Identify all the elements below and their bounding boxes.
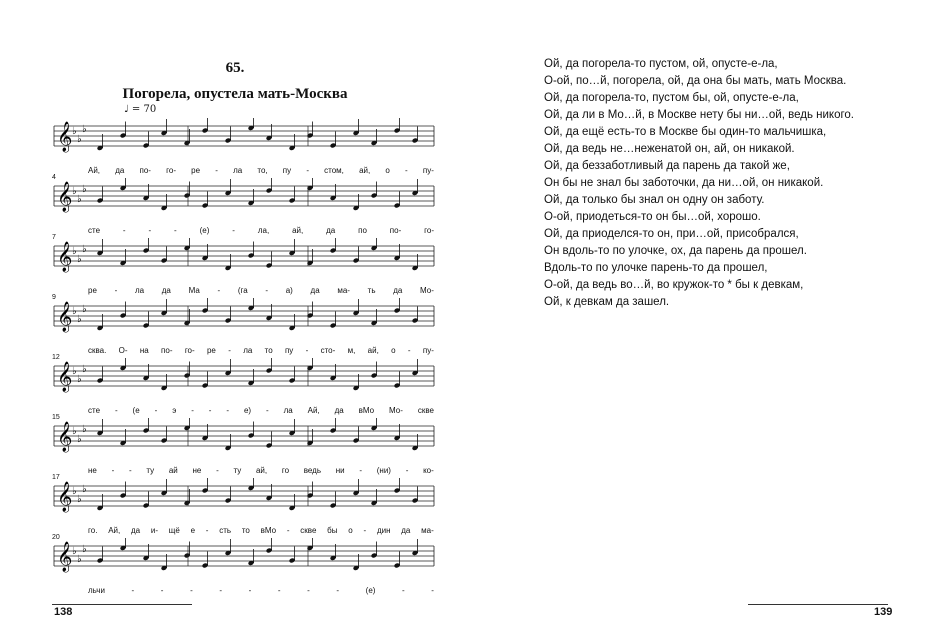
flat-icon: ♭ xyxy=(82,304,87,315)
lyric-syllable: (е) xyxy=(365,586,376,595)
staff xyxy=(48,418,438,464)
measure-number: 20 xyxy=(52,534,60,541)
lyric-syllable: ай xyxy=(168,466,178,475)
flat-icon: ♭ xyxy=(82,184,87,195)
flat-icon: ♭ xyxy=(82,124,87,135)
lyric-text-line: О-ой, приодеться-то он бы…ой, хорошо. xyxy=(544,211,761,223)
lyric-syllable: - xyxy=(305,346,309,355)
lyric-syllable: пу- xyxy=(422,166,434,175)
lyric-syllable: - xyxy=(148,226,152,235)
lyric-syllable: Ма xyxy=(188,286,200,295)
lyric-syllable: по- xyxy=(161,346,173,355)
lyric-syllable: ай, xyxy=(292,226,304,235)
lyric-syllable: - xyxy=(277,586,281,595)
lyric-syllable: то xyxy=(264,346,273,355)
lyric-syllable: (е xyxy=(132,406,140,415)
treble-clef-icon: 𝄞 xyxy=(57,362,73,392)
lyric-syllable: дин xyxy=(376,526,391,535)
score-lyric-line xyxy=(88,166,434,175)
lyric-syllable: ла, xyxy=(257,226,270,235)
flat-icon: ♭ xyxy=(72,186,77,197)
staff-system xyxy=(48,354,438,416)
lyric-syllable: - xyxy=(154,406,158,415)
score-lyric-line xyxy=(88,346,434,355)
lyric-syllable: ла xyxy=(233,166,243,175)
lyric-text-line: Ой, да ещё есть-то в Москве бы один-то мальчишка, xyxy=(544,126,827,138)
lyric-syllable: о xyxy=(385,166,390,175)
lyric-syllable: - xyxy=(336,586,340,595)
staff xyxy=(48,538,438,584)
flat-icon: ♭ xyxy=(82,364,87,375)
page-number-left: 138 xyxy=(54,606,73,618)
footer-rule xyxy=(52,604,192,605)
staff-system xyxy=(48,294,438,356)
flat-icon: ♭ xyxy=(77,134,82,145)
treble-clef-icon: 𝄞 xyxy=(57,422,73,452)
lyric-syllable: - xyxy=(114,406,118,415)
lyric-syllable: - xyxy=(208,406,212,415)
lyric-syllable: ла xyxy=(283,406,293,415)
lyric-syllable: пу xyxy=(284,346,294,355)
lyric-syllable: ни xyxy=(335,466,345,475)
lyric-syllable: и- xyxy=(150,526,159,535)
lyric-syllable: - xyxy=(431,586,434,595)
lyric-syllable: - xyxy=(205,526,209,535)
lyric-syllable: го- xyxy=(184,346,195,355)
lyric-syllable: ре xyxy=(191,166,201,175)
lyric-syllable: пу- xyxy=(422,346,434,355)
lyric-syllable: - xyxy=(174,226,177,235)
lyric-syllable: не xyxy=(88,466,97,475)
flat-icon: ♭ xyxy=(82,424,87,435)
lyric-text-line: Ой, да ли в Мо…й, в Москве нету бы ни…ой, ведь никого. xyxy=(544,109,854,121)
lyric-syllable: вМо xyxy=(358,406,375,415)
lyric-syllable: - xyxy=(405,466,409,475)
flat-icon: ♭ xyxy=(82,484,87,495)
song-title: Погорела, опустела мать-Москва xyxy=(122,86,348,102)
treble-clef-icon: 𝄞 xyxy=(57,182,73,212)
flat-icon: ♭ xyxy=(72,366,77,377)
flat-icon: ♭ xyxy=(82,244,87,255)
staff-system xyxy=(48,118,438,176)
lyric-syllable: скве xyxy=(300,526,317,535)
lyric-syllable: (е) xyxy=(199,226,210,235)
score-lyric-line xyxy=(88,406,434,415)
flat-icon: ♭ xyxy=(77,494,82,505)
lyric-syllable: ай, xyxy=(367,346,379,355)
measure-number: 4 xyxy=(52,174,56,181)
lyric-syllable: Мо- xyxy=(389,406,403,415)
score-lyric-line xyxy=(88,526,434,535)
lyric-syllable: да xyxy=(393,286,403,295)
lyric-syllable: - xyxy=(402,586,405,595)
lyric-syllable: сква. xyxy=(88,346,107,355)
lyric-syllable: - xyxy=(219,586,222,595)
lyric-syllable: по xyxy=(358,226,367,235)
lyric-syllable: ту xyxy=(146,466,155,475)
flat-icon: ♭ xyxy=(72,306,77,317)
lyric-syllable: ла xyxy=(243,346,253,355)
lyric-syllable: - xyxy=(226,406,230,415)
lyric-syllable: - xyxy=(265,286,269,295)
lyric-syllable: ма- xyxy=(421,526,434,535)
staff-system xyxy=(48,234,438,296)
lyric-syllable: - xyxy=(232,226,235,235)
lyric-syllable: пу xyxy=(282,166,292,175)
lyric-syllable: ть xyxy=(367,286,376,295)
lyric-syllable: да xyxy=(310,286,320,295)
score-lyric-line xyxy=(88,286,434,295)
tempo-marking: ♩ = 70 xyxy=(124,104,157,115)
lyric-syllable: - xyxy=(407,346,411,355)
lyric-syllable: на xyxy=(139,346,149,355)
treble-clef-icon: 𝄞 xyxy=(57,302,73,332)
lyric-syllable: да xyxy=(326,226,336,235)
lyric-syllable: - xyxy=(114,286,118,295)
staff-system xyxy=(48,534,438,596)
lyric-syllable: Мо- xyxy=(420,286,434,295)
music-score xyxy=(48,118,438,596)
lyric-syllable: да xyxy=(130,526,141,535)
staff xyxy=(48,118,438,164)
lyric-syllable: да xyxy=(161,286,171,295)
lyric-syllable: стом, xyxy=(324,166,344,175)
flat-icon: ♭ xyxy=(72,426,77,437)
lyric-syllable: ай, xyxy=(255,466,268,475)
flat-icon: ♭ xyxy=(82,544,87,555)
lyric-syllable: го- xyxy=(424,226,434,235)
lyric-text-line: Вдоль-то по улочке парень-то да прошел, xyxy=(544,262,768,274)
flat-icon: ♭ xyxy=(77,254,82,265)
lyric-syllable: - xyxy=(191,406,194,415)
lyric-syllable: - xyxy=(306,166,309,175)
lyric-syllable: скве xyxy=(417,406,434,415)
lyric-syllable: сто- xyxy=(320,346,336,355)
flat-icon: ♭ xyxy=(77,194,82,205)
lyric-syllable: Ай, xyxy=(88,166,101,175)
lyric-syllable: - xyxy=(228,346,231,355)
lyric-syllable: го- xyxy=(166,166,176,175)
lyric-syllable: не xyxy=(192,466,202,475)
measure-number: 17 xyxy=(52,474,60,481)
lyric-syllable: ведь xyxy=(303,466,322,475)
lyric-syllable: е xyxy=(190,526,196,535)
lyric-syllable: - xyxy=(216,466,219,475)
score-lyric-line xyxy=(88,466,434,475)
lyric-syllable: - xyxy=(111,466,115,475)
lyric-syllable: - xyxy=(359,466,363,475)
lyric-syllable: э xyxy=(172,406,177,415)
lyric-syllable: льчи xyxy=(88,586,105,595)
flat-icon: ♭ xyxy=(77,554,82,565)
song-lyrics xyxy=(544,56,924,311)
lyric-syllable: - xyxy=(190,586,193,595)
page-number-right: 139 xyxy=(874,606,893,618)
measure-number: 12 xyxy=(52,354,60,361)
flat-icon: ♭ xyxy=(72,486,77,497)
lyric-text-line: Он вдоль-то по улочке, ох, да парень да прошел. xyxy=(544,245,807,257)
lyric-syllable: - xyxy=(122,226,126,235)
lyric-syllable: го xyxy=(281,466,290,475)
right-page xyxy=(470,0,940,644)
treble-clef-icon: 𝄞 xyxy=(57,542,73,572)
lyric-syllable: ту xyxy=(233,466,242,475)
lyric-syllable: ре xyxy=(88,286,97,295)
staff-system xyxy=(48,474,438,536)
lyric-syllable: - xyxy=(248,586,252,595)
treble-clef-icon: 𝄞 xyxy=(57,482,73,512)
lyric-syllable: ма- xyxy=(337,286,350,295)
lyric-syllable: - xyxy=(405,166,408,175)
lyric-syllable: ко- xyxy=(423,466,434,475)
measure-number: 9 xyxy=(52,294,56,301)
lyric-syllable: - xyxy=(286,526,290,535)
lyric-text-line: О-ой, по…й, погорела, ой, да она бы мать, мать Москва. xyxy=(544,75,847,87)
measure-number: 15 xyxy=(52,414,60,421)
lyric-text-line: Ой, к девкам да зашел. xyxy=(544,296,670,308)
lyric-syllable: а) xyxy=(285,286,293,295)
staff xyxy=(48,238,438,284)
lyric-syllable: (га xyxy=(237,286,248,295)
lyric-syllable: - xyxy=(266,406,269,415)
flat-icon: ♭ xyxy=(77,374,82,385)
flat-icon: ♭ xyxy=(77,434,82,445)
score-lyric-line xyxy=(88,226,434,235)
lyric-syllable: е) xyxy=(243,406,252,415)
footer-rule xyxy=(748,604,888,605)
measure-number: 7 xyxy=(52,234,56,241)
staff-system xyxy=(48,414,438,476)
staff xyxy=(48,178,438,224)
lyric-syllable: сть xyxy=(219,526,232,535)
score-lyric-line xyxy=(88,586,434,595)
lyric-syllable: - xyxy=(307,586,310,595)
lyric-syllable: сте xyxy=(88,406,101,415)
treble-clef-icon: 𝄞 xyxy=(57,242,73,272)
staff xyxy=(48,478,438,524)
lyric-syllable: - xyxy=(217,286,221,295)
lyric-syllable: ре xyxy=(206,346,216,355)
lyric-text-line: О-ой, да ведь во…й, во кружок-то * бы к девкам, xyxy=(544,279,804,291)
flat-icon: ♭ xyxy=(77,314,82,325)
flat-icon: ♭ xyxy=(72,126,77,137)
lyric-syllable: Ай, xyxy=(307,406,320,415)
lyric-syllable: м, xyxy=(347,346,356,355)
lyric-syllable: - xyxy=(363,526,367,535)
lyric-text-line: Ой, да беззаботливый да парень да такой же, xyxy=(544,160,790,172)
lyric-syllable: О- xyxy=(118,346,128,355)
lyric-syllable: (ни) xyxy=(376,466,391,475)
lyric-syllable: щё xyxy=(168,526,180,535)
lyric-text-line: Он бы не знал бы заботочки, да ни…ой, он никакой. xyxy=(544,177,824,189)
lyric-syllable: - xyxy=(131,586,135,595)
flat-icon: ♭ xyxy=(72,546,77,557)
staff-system xyxy=(48,174,438,236)
lyric-syllable: по- xyxy=(139,166,151,175)
lyric-text-line: Ой, да погорела-то пустом, ой, опусте-е-ла, xyxy=(544,58,778,70)
lyric-syllable: Ай, xyxy=(108,526,121,535)
lyric-text-line: Ой, да ведь не…неженатой он, ай, он никакой. xyxy=(544,143,795,155)
lyric-syllable: го. xyxy=(88,526,98,535)
lyric-syllable: - xyxy=(215,166,218,175)
flat-icon: ♭ xyxy=(72,246,77,257)
lyric-text-line: Ой, да только бы знал он одну он заботу. xyxy=(544,194,765,206)
lyric-syllable: о xyxy=(348,526,353,535)
lyric-syllable: вМо xyxy=(260,526,277,535)
song-number: 65. xyxy=(225,60,245,76)
lyric-syllable: сте xyxy=(88,226,101,235)
staff xyxy=(48,358,438,404)
lyric-syllable: да xyxy=(334,406,344,415)
treble-clef-icon: 𝄞 xyxy=(57,122,73,152)
lyric-syllable: да xyxy=(115,166,125,175)
lyric-syllable: о xyxy=(391,346,396,355)
lyric-syllable: - xyxy=(128,466,132,475)
staff xyxy=(48,298,438,344)
lyric-syllable: ай, xyxy=(359,166,371,175)
lyric-syllable: то, xyxy=(257,166,268,175)
lyric-text-line: Ой, да погорела-то, пустом бы, ой, опусте-е-ла, xyxy=(544,92,799,104)
lyric-syllable: то xyxy=(241,526,250,535)
lyric-syllable: бы xyxy=(327,526,338,535)
lyric-syllable: - xyxy=(160,586,164,595)
lyric-syllable: ла xyxy=(134,286,145,295)
lyric-syllable: по- xyxy=(389,226,402,235)
lyric-text-line: Ой, да приоделся-то он, при…ой, присобрался, xyxy=(544,228,799,240)
lyric-syllable: да xyxy=(401,526,411,535)
